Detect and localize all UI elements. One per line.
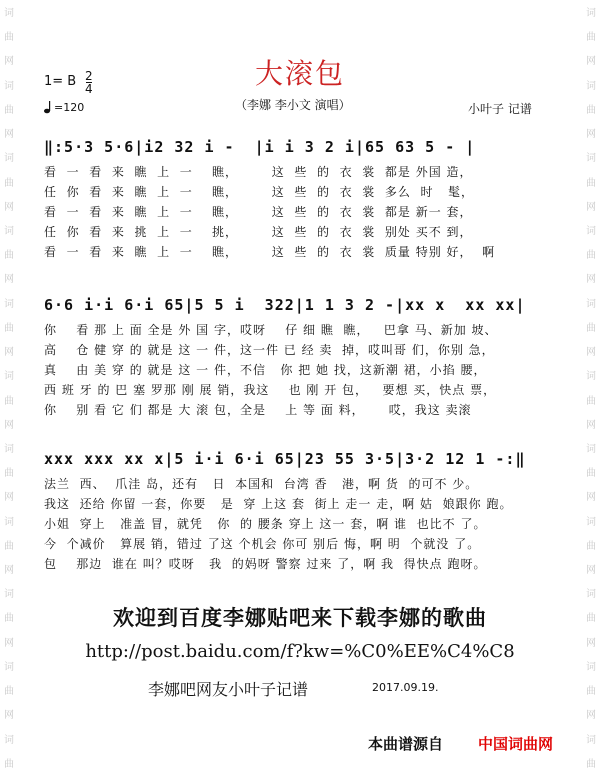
watermark-char: 网 xyxy=(4,492,14,504)
watermark-char: 曲 xyxy=(586,686,596,698)
watermark-char: 曲 xyxy=(4,613,14,625)
watermark-char: 词 xyxy=(4,443,14,455)
watermark-char: 网 xyxy=(4,419,14,431)
watermark-char: 词 xyxy=(4,153,14,165)
watermark-char: 曲 xyxy=(586,322,596,334)
watermark-char: 曲 xyxy=(586,758,596,770)
watermark-char: 曲 xyxy=(586,250,596,262)
quarter-note-icon xyxy=(44,100,52,114)
watermark-char: 曲 xyxy=(586,32,596,44)
lyric-line: 法兰 西、 爪洼 岛，还有 日 本国和 台湾 香 港，啊 货 的可不 少。 xyxy=(44,477,479,491)
watermark-char: 曲 xyxy=(4,104,14,116)
lyrics-block-2 xyxy=(44,320,569,420)
watermark-char: 曲 xyxy=(4,250,14,262)
lyric-line: 高 仓 健 穿 的 就是 这 一 件，这一件 已 经 卖 掉，哎叫哥 们，你别 急， xyxy=(44,343,495,357)
watermark-char: 网 xyxy=(586,201,596,213)
watermark-char: 曲 xyxy=(4,540,14,552)
watermark-char: 曲 xyxy=(4,468,14,480)
key-signature: 1= B xyxy=(44,74,77,89)
lyric-line: 你 看 那 上 面 全是 外 国 字，哎呀 仔 细 瞧 瞧， 巴拿 马、新加 坡、 xyxy=(44,323,498,337)
watermark-char: 词 xyxy=(586,371,596,383)
watermark-char: 曲 xyxy=(4,758,14,770)
watermark-char: 网 xyxy=(586,565,596,577)
watermark-char: 词 xyxy=(586,589,596,601)
lyrics-block-1 xyxy=(44,162,569,262)
watermark-char: 网 xyxy=(586,710,596,722)
watermark-char: 网 xyxy=(586,56,596,68)
song-title: 大滚包 xyxy=(254,57,345,90)
promo-text: 欢迎到百度李娜贴吧来下载李娜的歌曲 xyxy=(113,605,487,630)
watermark-char: 词 xyxy=(4,8,14,19)
watermark-char: 词 xyxy=(586,661,596,673)
watermark-char: 网 xyxy=(586,274,596,286)
watermark-char: 曲 xyxy=(4,177,14,189)
watermark-char: 曲 xyxy=(586,540,596,552)
lyric-line: 包 那边 谁在 叫？哎呀 我 的妈呀 警察 过来 了，啊 我 得快点 跑呀。 xyxy=(44,557,487,571)
watermark-left xyxy=(0,0,18,779)
watermark-char: 网 xyxy=(586,419,596,431)
time-signature xyxy=(85,70,93,95)
watermark-char: 词 xyxy=(4,589,14,601)
source-label: 本曲谱源自 xyxy=(368,735,444,753)
lyric-line: 你 别 看 它 们 都是 大 滚 包，全是 上 等 面 料， 哎，我这 卖滚 xyxy=(44,403,472,417)
watermark-char: 曲 xyxy=(586,395,596,407)
watermark-char: 网 xyxy=(4,347,14,359)
watermark-char: 词 xyxy=(586,225,596,237)
singers: （李娜 李小文 演唱） xyxy=(235,98,351,112)
watermark-char: 网 xyxy=(4,565,14,577)
watermark-char: 曲 xyxy=(4,395,14,407)
watermark-char: 曲 xyxy=(4,322,14,334)
lyric-line: 看 一 看 来 瞧 上 一 瞧， 这 些 的 衣 裳 都是 外国 造， xyxy=(44,165,473,179)
notation-line-3: xxx xxx xx x|5 i·i 6·i 65|23 55 3·5|3·2 12 1 -:‖ xyxy=(44,450,526,468)
notation-line-2: 6·6 i·i 6·i 65|5 5 i 322|1 1 3 2 -|xx x xx xx| xyxy=(44,296,526,314)
watermark-char: 词 xyxy=(4,661,14,673)
watermark-char: 曲 xyxy=(586,468,596,480)
lyrics-block-3 xyxy=(44,474,569,574)
notation-line-1: ‖:5·3 5·6|i2 32 i - |i i 3 2 i|65 63 5 - | xyxy=(44,138,476,156)
watermark-char: 网 xyxy=(4,56,14,68)
watermark-char: 词 xyxy=(586,80,596,92)
recorder: 小叶子 记谱 xyxy=(468,102,532,116)
watermark-char: 词 xyxy=(586,8,596,19)
lyric-line: 今 个减价 算展 销，错过 了这 个机会 你可 别后 悔，啊 明 个就没 了。 xyxy=(44,537,481,551)
watermark-char: 曲 xyxy=(586,104,596,116)
watermark-char: 词 xyxy=(586,516,596,528)
watermark-char: 词 xyxy=(4,516,14,528)
watermark-char: 曲 xyxy=(4,32,14,44)
lyric-line: 小姐 穿上 准盖 冒，就凭 你 的 腰条 穿上 这一 套，啊 谁 也比不 了。 xyxy=(44,517,487,531)
watermark-char: 网 xyxy=(4,710,14,722)
lyric-line: 真 由 美 穿 的 就是 这 一 件，不信 你 把 她 找，这新潮 裙，小掐 腰， xyxy=(44,363,487,377)
source-brand-link[interactable]: 中国词曲网 xyxy=(478,735,554,753)
transcription-date: 2017.09.19. xyxy=(372,681,439,694)
lyric-line: 看 一 看 来 瞧 上 一 瞧， 这 些 的 衣 裳 都是 新一 套， xyxy=(44,205,473,219)
watermark-char: 网 xyxy=(4,637,14,649)
watermark-right xyxy=(582,0,600,779)
watermark-char: 词 xyxy=(4,225,14,237)
watermark-char: 词 xyxy=(586,443,596,455)
watermark-char: 网 xyxy=(4,274,14,286)
watermark-char: 词 xyxy=(586,298,596,310)
watermark-char: 词 xyxy=(586,734,596,746)
tempo-value: =120 xyxy=(54,100,85,114)
watermark-char: 词 xyxy=(4,298,14,310)
lyric-line: 任 你 看 来 瞧 上 一 瞧， 这 些 的 衣 裳 多么 时 髦， xyxy=(44,185,474,199)
watermark-char: 曲 xyxy=(586,177,596,189)
watermark-char: 词 xyxy=(586,153,596,165)
watermark-char: 网 xyxy=(586,492,596,504)
watermark-char: 曲 xyxy=(4,686,14,698)
tempo-marking xyxy=(44,100,84,114)
watermark-char: 曲 xyxy=(586,613,596,625)
watermark-char: 词 xyxy=(4,371,14,383)
tieba-url[interactable]: http://post.baidu.com/f?kw=%C0%EE%C4%C8 xyxy=(85,641,515,662)
lyric-line: 西 班 牙 的 巴 塞 罗那 刚 展 销，我这 也 刚 开 包， 要想 买，快点 票， xyxy=(44,383,497,397)
watermark-char: 网 xyxy=(4,129,14,141)
lyric-line: 看 一 看 来 瞧 上 一 瞧， 这 些 的 衣 裳 质量 特别 好， 啊 xyxy=(44,245,496,259)
watermark-char: 网 xyxy=(586,637,596,649)
watermark-char: 词 xyxy=(4,734,14,746)
watermark-char: 网 xyxy=(586,347,596,359)
time-signature-bottom: 4 xyxy=(85,82,93,96)
time-signature-top: 2 xyxy=(85,69,93,83)
transcriber-credit: 李娜吧网友小叶子记谱 xyxy=(148,680,309,699)
watermark-char: 网 xyxy=(4,201,14,213)
watermark-char: 网 xyxy=(586,129,596,141)
lyric-line: 任 你 看 来 挑 上 一 挑， 这 些 的 衣 裳 别处 买不 到， xyxy=(44,225,473,239)
lyric-line: 我这 还给 你留 一套，你要 是 穿 上这 套 街上 走一 走，啊 姑 娘跟你 跑。 xyxy=(44,497,513,511)
watermark-char: 词 xyxy=(4,80,14,92)
